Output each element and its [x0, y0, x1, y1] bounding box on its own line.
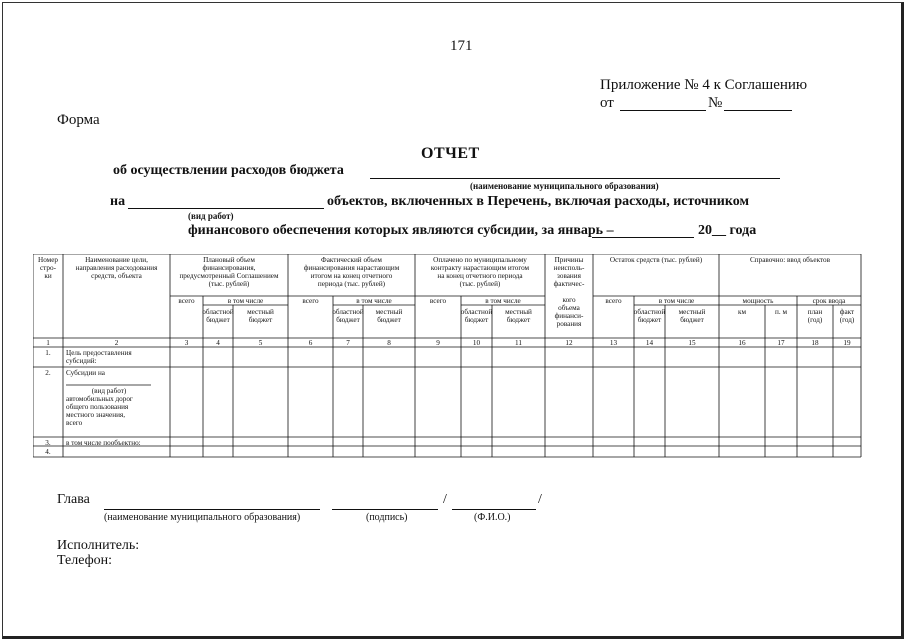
- signature-hint: (подпись): [366, 512, 408, 523]
- header-regional-budget: областной: [202, 308, 234, 316]
- column-number: 15: [688, 339, 696, 347]
- column-number: 17: [777, 339, 785, 347]
- row-work-type-hint: (вид работ): [91, 387, 127, 395]
- column-number: 5: [258, 339, 263, 347]
- header-plan-year: (год): [807, 316, 823, 324]
- row-number: 3.: [45, 439, 51, 447]
- fio-blank: [452, 509, 536, 510]
- header-local-budget: бюджет: [248, 316, 273, 324]
- column-number: 11: [515, 339, 522, 347]
- municipality-hint: (наименование муниципального образования): [470, 181, 659, 191]
- column-number: 18: [811, 339, 819, 347]
- row-description: всего: [66, 419, 83, 427]
- row-number: 2.: [45, 369, 51, 377]
- row-description: субсидий:: [66, 357, 97, 365]
- header-local-budget: местный: [505, 308, 532, 316]
- header-fact-year: (год): [839, 316, 855, 324]
- header-planned-volume: Плановый объем: [203, 256, 255, 264]
- column-number: 10: [472, 339, 481, 347]
- page-number: 171: [450, 38, 473, 54]
- header-reasons: Причины: [554, 256, 584, 264]
- header-capacity: мощность: [742, 297, 774, 305]
- header-planned-volume: финансирования,: [202, 264, 256, 272]
- header-regional-budget: бюджет: [464, 316, 489, 324]
- fio-hint: (Ф.И.О.): [474, 512, 511, 523]
- header-reasons: объема: [558, 304, 580, 312]
- header-total: всего: [605, 297, 622, 305]
- header-including: в том числе: [485, 297, 521, 305]
- column-number: 9: [436, 339, 440, 347]
- appendix-number-sign: №: [708, 95, 723, 111]
- header-regional-budget: бюджет: [336, 316, 360, 324]
- executor-label: Исполнитель:: [57, 538, 140, 553]
- header-actual-volume: финансирования нарастающим: [303, 264, 400, 272]
- header-plan-year: план: [807, 308, 823, 316]
- header-line-1: об осуществлении расходов бюджета: [113, 163, 344, 178]
- header-reference: Справочно: ввод объектов: [749, 256, 831, 264]
- appendix-title: Приложение № 4 к Соглашению: [600, 77, 808, 93]
- column-number: 13: [609, 339, 618, 347]
- header-regional-budget: областной: [633, 308, 666, 316]
- signature-blank: [332, 509, 438, 510]
- header-actual-volume: итогом на конец отчетного: [310, 272, 393, 280]
- header-paid-volume: на конец отчетного периода: [437, 272, 523, 280]
- appendix-from: от: [600, 95, 614, 111]
- row-number: 4.: [45, 448, 51, 456]
- row-description: в том числе пообъектно:: [66, 439, 141, 447]
- header-local-budget: местный: [678, 308, 706, 316]
- row-description: общего пользования: [66, 403, 129, 411]
- header-paid-volume: контракту нарастающим итогом: [430, 264, 530, 272]
- column-number: 4: [216, 339, 220, 347]
- header-local-budget: бюджет: [377, 316, 401, 324]
- header-pm: п. м: [775, 308, 787, 316]
- row-description: Цель предоставления: [66, 349, 132, 357]
- header-year: 20__ года: [698, 223, 757, 238]
- header-total: всего: [302, 297, 319, 305]
- header-local-budget: местный: [247, 308, 274, 316]
- header-reasons: финанси-: [554, 312, 584, 320]
- agreement-number-blank: [724, 110, 792, 111]
- row-description: автомобильных дорог: [66, 395, 133, 403]
- header-reasons: зования: [557, 272, 581, 280]
- header-object-name: направления расходования: [75, 264, 158, 272]
- work-type-hint: (вид работ): [188, 211, 234, 221]
- header-local-budget: местный: [375, 308, 403, 316]
- head-municipality-blank: [104, 509, 320, 510]
- header-local-budget: бюджет: [506, 316, 531, 324]
- phone-label: Телефон:: [57, 553, 113, 568]
- header-regional-budget: бюджет: [206, 316, 230, 324]
- column-number: 16: [738, 339, 746, 347]
- column-number: 7: [346, 339, 350, 347]
- header-km: км: [737, 308, 747, 316]
- column-number: 6: [308, 339, 313, 347]
- header-object-name: Наименование цели,: [85, 256, 148, 264]
- header-actual-volume: Фактический объем: [321, 256, 382, 264]
- header-reasons: рования: [556, 320, 582, 328]
- slash-right: /: [538, 492, 542, 507]
- header-including: в том числе: [356, 297, 392, 305]
- header-line-2: объектов, включенных в Перечень, включая расходы, источником: [327, 194, 750, 209]
- header-row-number: стро-: [39, 264, 57, 272]
- month-blank: [592, 237, 694, 238]
- header-reasons: неисполь-: [553, 264, 585, 272]
- header-reasons: кого: [562, 296, 576, 304]
- header-line-3: финансового обеспечения которых являются субсидии, за январь –: [188, 223, 614, 238]
- header-reasons: фактичес-: [553, 280, 585, 288]
- report-title: ОТЧЕТ: [421, 145, 480, 162]
- header-paid-volume: (тыс. рублей): [459, 280, 501, 288]
- header-actual-volume: периода (тыс. рублей): [317, 280, 386, 288]
- head-municipality-hint: (наименование муниципального образования): [104, 512, 301, 523]
- header-regional-budget: областной: [332, 308, 364, 316]
- column-number: 12: [565, 339, 573, 347]
- header-planned-volume: (тыс. рублей): [208, 280, 250, 288]
- column-number: 1: [46, 339, 50, 347]
- column-number: 8: [387, 339, 391, 347]
- header-total: всего: [178, 297, 195, 305]
- row-description: Субсидии на: [66, 369, 105, 377]
- slash-left: /: [443, 492, 447, 507]
- header-including: в том числе: [227, 297, 264, 305]
- header-including: в том числе: [658, 297, 695, 305]
- column-number: 19: [843, 339, 851, 347]
- agreement-date-blank: [620, 110, 706, 111]
- header-planned-volume: предусмотренный Соглашением: [179, 272, 279, 280]
- header-line-2-prefix: на: [110, 194, 126, 209]
- column-number: 14: [645, 339, 654, 347]
- header-row-number: ки: [44, 272, 52, 280]
- report-table: [33, 254, 863, 459]
- header-object-name: средств, объекта: [91, 272, 142, 280]
- header-regional-budget: бюджет: [637, 316, 662, 324]
- header-balance: Остаток средств (тыс. рублей): [609, 256, 703, 264]
- form-label: Форма: [57, 112, 100, 128]
- header-total: всего: [429, 297, 447, 305]
- header-commission-date: срок ввода: [812, 297, 846, 305]
- head-label: Глава: [57, 492, 90, 507]
- header-local-budget: бюджет: [680, 316, 704, 324]
- column-number: 3: [184, 339, 189, 347]
- header-row-number: Номер: [38, 256, 58, 264]
- budget-name-blank: [370, 178, 780, 179]
- column-number: 2: [114, 339, 119, 347]
- header-fact-year: факт: [839, 308, 855, 316]
- work-type-blank: [128, 208, 324, 209]
- header-paid-volume: Оплачено по муниципальному: [433, 256, 527, 264]
- header-regional-budget: областной: [460, 308, 493, 316]
- row-number: 1.: [45, 349, 51, 357]
- row-description: местного значения,: [66, 411, 126, 419]
